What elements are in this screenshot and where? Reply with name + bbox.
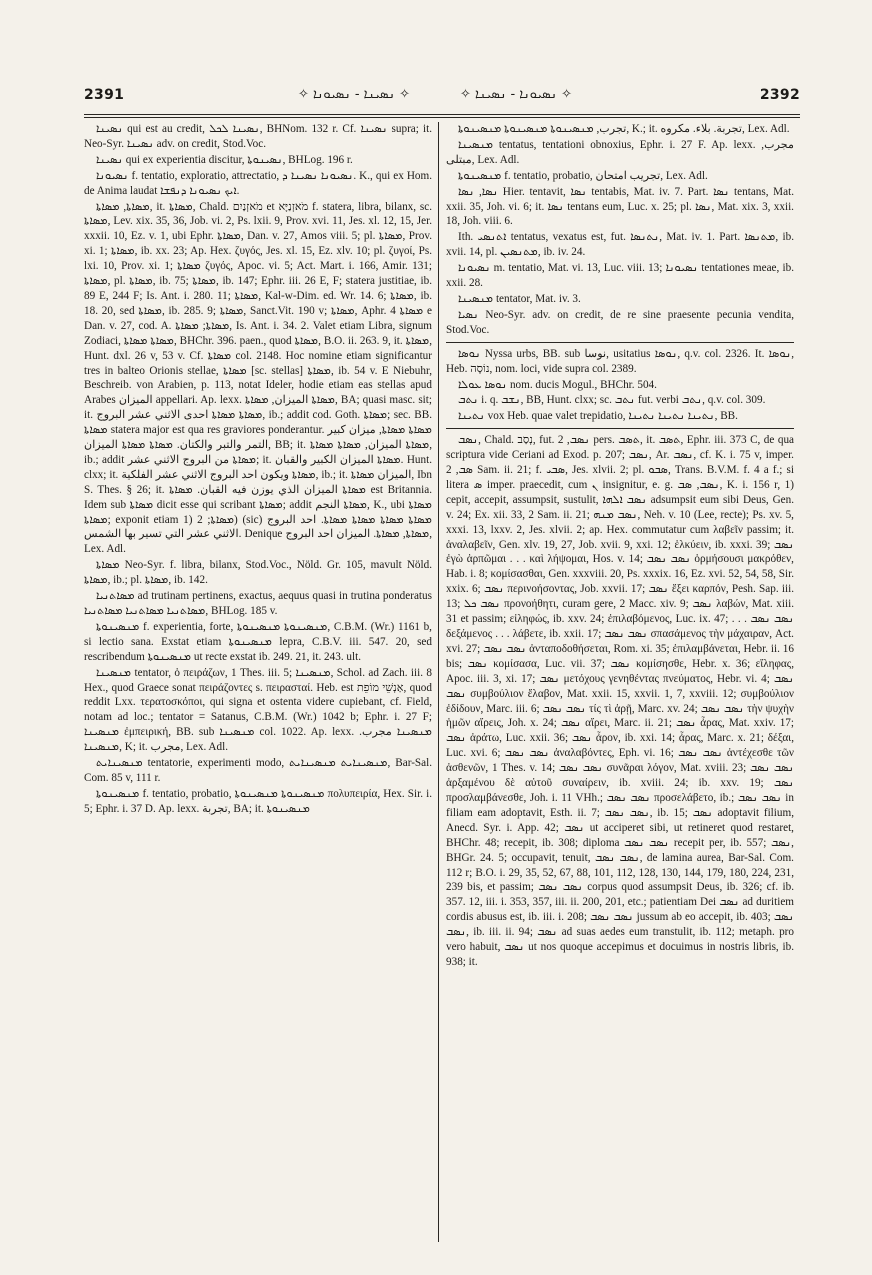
- dictionary-entry: ܡܢܣܝܢܘܬܐ f. experientia, forte, ܡܢܣܝܢܘܬܐ ܡܢܣܝܢܘܬܐ, C.B.M. (Wr.) 1161 b, si lectio sana. Exstat etiam ܡܢܣܝܢܘܬܐ lepra, C.B.V. iii. 547. 20, sed rescribendum ܡܢܣܝܢܘܬܐ ut recte exstat ib. 249. 21, it. 243. ult.: [84, 620, 432, 663]
- header-rule-top: [84, 114, 800, 115]
- dictionary-entry: ܢܣܝܘܢܐ m. tentatio, Mat. vi. 13, Luc. viii. 13; ܢܣܝܘܢܐ tentationes meae, ib. xxii. 28.: [446, 262, 794, 290]
- section-separator: [446, 342, 794, 343]
- section-separator: [446, 428, 794, 429]
- dictionary-entry: ܢܣܐ, ܢܣܐ Hier. tentavit, ܢܣܐ tentabis, Mat. iv. 7. Part. ܢܣܐ tentans, Mat. xxii. 35, Joh. vi. 6; it. ܢܣܐ tentans eum, Luc. x. 25; pl. ܢܣܐ, Mat. xix. 3, xxii. 18, Joh. viii. 6.: [446, 185, 794, 228]
- header-rule-bottom: [84, 117, 800, 118]
- dictionary-entry: ܢܘܣܐ Nyssa urbs, BB. sub نوسا, usitatius ܢܘܣܐ, q.v. col. 2326. It. ܢܘܣܐ, Heb. נוֹסָה, nom. loci, vide supra col. 2389.: [446, 347, 794, 375]
- dictionary-entry: ܢܬܝܢܐ vox Heb. quae valet trepidatio, ܢܬܝܢܐ ܢܬܝܢܐ ܢܬܝܢܐ, BB.: [458, 410, 738, 423]
- dictionary-entry: ܢܣܝܘܢܐ f. tentatio, exploratio, attrectatio, ܢܣܝܘܢܐ ܢܣܝܢܐ ܕ. K., qui ex Hom. de Anima laudat ܐܝܟ ܢܣܝܘܢܐ ܕܢܦܫܐ.: [84, 169, 432, 197]
- left-page-number: 2391: [84, 87, 125, 103]
- dictionary-entry: ܢܣܒ, Chald. נְסַב, fut. ܢܣܒ, 2 pers. ܬܣܒ, it. ܬܣܒ, Ephr. iii. 373 C, de qua scriptura vide Ceriani ad Exod. p. 207; ܢܣܒ, Ar. ܢܣܒ, cf. K. i. 75 v, imper. ܣܒ, 2 Sam. ii. 21; f. ܣܒܝ, Jes. xlvii. 2; pl. ܣܒܘ, Trans. B.V.M. f. 4 a f.; si litera ܣ imper. praecedit, cum ܢ insignitur, e. g. ܢܣܒ, ܣܒ, K. i. 156 r, 1) cepit, accepit, assumpsit, sustulit, ܢܣܒ ܐܠܗܐ adsumpsit eum sibi Deus, Gen. v. 24; Ex. xii. 33, 2 Sam. ii. 21; ܢܣܒ ܡܢܗ, Neh. v. 10 (Lee, recte); Ps. xv. 5, xxxi. 13, lxxv. 2, Jes. xlvii. 2; ap. Hex. commutatur cum λαβεῖν passim; it. ἀναλαβεῖν, Gen. xlv. 19, 27, Job. xvii. 9, xxi. 12; ἑλκύειν, ib. xxxi. 39; ܢܣܒ ἐγὼ ἁρπῶμαι . . . καὶ λήψομαι, Hos. v. 14; ܢܣܒ ܢܣܒ ὁρμήσουσι μακρόθεν, Hab. i. 8; κομίσασθαι, Gen. xxxviii. 20, Ps. xxxix. 16, Ez. xvi. 52, 54, 58, Sir. xxix. 6; ܢܣܒ περινοήσοντας, Job. xxvii. 17; ܢܣܒ ἕξει καρπόν, Pesh. Sap. iii. 13; ܢܣܒ ܟܠ προνοήθητι, curam gere, 2 Macc. xiv. 9; ܢܣܒ λαβών, Mat. xiii. 31 et passim; εἰληφώς, ib. xxv. 24; ἐπιλαβόμενος, Luc. ix. 47; . . . ܢܣܒ ܢܣܒ δεξάμενος . . . λάβετε, ib. xxii. 17; ܢܣܒ ܢܣܒ σπασάμενος τὴν μάχαιραν, Act. xvi. 27; ܢܣܒ ܢܣܒ ἀνταποδοθήσεται, Rom. xi. 35; ἐπιλαμβάνεται, Hebr. ii. 16 bis; ܢܣܒ κομίσασα, Luc. vii. 37; ܢܣܒ κομίσησθε, Hebr. x. 36; εἴληφας, Apoc. iii. 3, xi. 17; ܢܣܒ μετόχους γενηθέντας πνεύματος, Hebr. vi. 4; ܢܣܒ ܢܣܒ συμβούλιον ἔλαβον, Mat. xxii. 15, xxvii. 1, 7, xxviii. 12; συμβούλιον ἐδίδουν, Marc. iii. 6; ܢܣܒ ܢܣܒ τίς τὶ ἀρῇ, Marc. xv. 24; ܢܣܒ ܢܣܒ τὴν ψυχὴν ἡμῶν αἴρεις, Joh. x. 24; ܢܣܒ αἴρει, Marc. ii. 21; ܢܣܒ ἆρας, Mat. xxiv. 17; ܢܣܒ ἀράτω, Luc. xxii. 36; ܢܣܒ ἆρον, ib. xxi. 14; ἆρας, Marc. x. 21; δέξαι, Luc. xvi. 6; ܢܣܒ ܢܣܒ ἀναλαβόντες, Eph. vi. 16; ܢܣܒ ܢܣܒ ἀντέχεσθε τῶν ἀσθενῶν, 1 Thes. v. 14; ܢܣܒ ܢܣܒ συνᾶραι λόγον, Mat. xviii. 23; ܢܣܒ ܢܣܒ ἀρξαμένου δὲ αὐτοῦ συναίρειν, ib. xviii. 24; ib. xxv. 19; ܢܣܒ προσλαμβάνεσθε, Joh. i. 11 VHh.; ܢܣܒ ܢܣܒ προσελάβετο, ib.; ܢܣܒ ܢܣܒ in filiam eam adoptavit, Esth. ii. 7; ܢܣܒ ܢܣܒ, ib. 15; ܢܣܒ adoptavit filium, Anecd. Syr. i. App. 42; ܢܣܒ ut acciperet sibi, ut retineret quod restaret, BHChr. 48; recepit, ib. 308; diploma ܢܣܒ ܢܣܒ recepit per, ib. 557; ܢܣܒ, BHGr. 24. 5; occupavit, tenuit, ܢܣܒ ܢܣܒ, de lamina aurea, Bar-Sal. Com. 112 r; B.O. i. 29, 35, 52, 67, 88, 101, 112, 128, 130, 144, 179, 180, 224, 231, 239 bis, et passim; ܢܣܒ ܢܣܒ corpus quod assumpsit Deus, ib. 326; cf. ib. 357. 12, iii. i. 353, 357, iii. ii. 200, 201, etc.; patientiam Dei ܢܣܒ ad duritiem cordis abusus est, ib. iii. i. 208; ܢܣܒ ܢܣܒ jussum ab eo accepit, ib. 403; ܢܣܒ ܢܣܒ, ib. iii. ii. 94; ܢܣܒ ad suas aedes eum transtulit, ib. 112; metaph. pro vero habuit, ܢܣܒ ut nos quoque accepimus et docuimus in nostris libris, ib. 938; it.: [446, 434, 794, 968]
- right-page-number: 2392: [759, 87, 800, 103]
- dictionary-entry: ܢܣܝܐ Neo-Syr. adv. on credit, de re sine praesente pecunia vendita, Stod.Voc.: [446, 308, 794, 336]
- left-column: [84, 122, 432, 1242]
- dictionary-entry: ܡܣܐܬܐ Neo-Syr. f. libra, bilanx, Stod.Voc., Nöld. Gr. 105, mavult Nöld. ܡܣܐܬܐ, ib.; pl. ܡܣܐܬܐ, ib. 142.: [84, 559, 432, 587]
- dictionary-entry: ܡܢܣܝܢܐ tentator, Mat. iv. 3.: [458, 292, 581, 305]
- dictionary-entry: ܢܣܝܢܐ qui ex experientia discitur, ܢܣܝܢܘܬܐ, BHLog. 196 r.: [96, 153, 353, 166]
- right-column: [446, 122, 794, 1242]
- right-running-head: ✧ ܢܣܝܘܢܐ - ܢܣܝܢܐ ✧: [460, 87, 573, 102]
- dictionary-entry: ܢܣܝܢܐ qui est au credit, ܢܣܝܢܐ ܠܟܠ, BHNom. 132 r. Cf. ܢܣܝܢܐ supra; it. Neo-Syr. ܢܣܝܢܐ adv. on credit, Stod.Voc.: [84, 123, 432, 150]
- dictionary-entry: ܢܬܒ i. q. ܢܫܒ, BB, Hunt. clxx; sc. ܢܬܒ fut. verbi ܢܬܒ, q.v. col. 309.: [458, 394, 766, 407]
- column-divider: [438, 122, 439, 1242]
- dictionary-entry: ܡܢܣܝܢܘܬܐ f. tentatio, probatio, تجريب امتحان, Lex. Adl.: [458, 169, 708, 182]
- page-header: [84, 88, 800, 110]
- dictionary-entry: تجرب, ܡܢܣܝܢܘܬܐ ܡܢܣܝܢܘܬܐ ܡܢܣܝܢܘܬܐ, K.; it. تجربة. بلاء. مكروه, Lex. Adl.: [458, 123, 790, 135]
- dictionary-entry: ܢܘܣܐ ܥܘܠܐ nom. ducis Mogul., BHChr. 504.: [458, 378, 657, 391]
- dictionary-entry: ܡܣܐܬܐ, ܡܣܐܬܐ, it. ܡܣܐܬܐ, Chald. מֹאזְנַיִם et מֹאזְנַיָּא f. statera, libra, bilanx, sc. ܡܣܐܬܐ, Lev. xix. 35, 36, Job. vi. 2, Ps. lxii. 9, Prov. xvi. 11, Jes. xl. 12, 15, Jer. xxxii. 10, Ez. v. 1, ubi Ephr. ܡܣܐܬܐ, Dan. v. 27, Amos viii. 5; pl. ܡܣܐܬܐ, Prov. xi. 1; ܡܣܐܬܐ, ib. xx. 23; Ap. Hex. ζυγός, Jes. xl. 15, Ez. xlv. 10; pl. ζυγοί, Ps. lxi. 10, Prov. xi. 1; ܡܣܐܬܐ ζυγός, Apoc. vi. 5; Act. Mart. i. 166, Amir. 131; ܡܣܐܬܐ, pl. ܡܣܐܬܐ, ib. 75; ܡܣܐܬܐ, ib. 147; Ephr. iii. 26 E, F; statera justitiae, ib. 89 E, 244 F; Is. Ant. i. 280. 11; ܡܣܐܬܐ, Kal-w-Dim. ed. Wr. 14. 6; ܡܣܐܬܐ, ib. 18. 20, sed ܡܣܐܬܐ, ib. 285. 9; ܡܣܐܬܐ, Sanct.Vit. 190 v; ܡܣܐܬܐ, Aphr. ܡܣܐܬܐ 4 e Dan. v. 27, cod. A. ܡܣܐܬܐ; ܡܣܐܬܐ, Is. Ant. i. 34. 2. Valet etiam Libra, signum Zodiaci, ܡܣܐܬܐ ܡܣܐܬܐ, BHChr. 396. paen., quod ܡܣܐܬܐ, B.O. ii. 263. 9, it. ܡܣܐܬܐ, Hunt. dxl. 26 v, 53 v. Cf. ܡܣܐܬܐ col. 2148. Hoc nomine etiam significantur tres in balteo Orionis stellae, ܡܣܐܬܐ [sc. stellas] ܡܣܐܬܐ, ib. 54 v. E Niebuhr, Beschreib. von Arabien, p. 113, notat Ideler, hodie etiam eas stellas apud Arabes الميزان appellari. Ap. lexx. ܡܣܐܬܐ الميزان, ܡܣܐܬܐ, BA; quasi masc. sit; it. ܡܣܐܬܐ ܡܣܐܬܐ احدى الاثني عشر البروج, ib.; addit cod. Goth. ܡܣܐܬܐ; sec. BB. ܡܣܐܬܐ statera major est qua res graviores ponderantur. ܡܣܐܬܐ ܡܣܐܬܐ, ميزان كبير التمر والتبر والكتان. ܡܣܐܬܐ ܡܣܐܬܐ الميزان, BB; it. ܡܣܐܬܐ الميزان, ܡܣܐܬܐ ܡܣܐܬܐ, ib.; addit ܡܣܐܬܐ من البروج الاثني عشر; it. ܡܣܐܬܐ الميزان الكبير والقبان. Hunt. clxx; it. ܡܣܐܬܐ ويكون احد البروج الاثني عشر الفلكية, ib.; it. الميزان ܡܣܐܬܐ, Ibn S. Thes. § 26; it. ܡܣܐܬܐ الميزان الذي يوزن فيه القبان. ܡܣܐܬܐ est Britannia. Idem sub ܡܣܐܬܐ dicit esse qui scribant ܡܣܐܬܐ; addit ܡܣܐܬܐ النجم, K., ubi ܡܣܐܬܐ ܡܣܐܬܐ; exponit etiam 1) ܡܣܐܬܐ; 2) (sic) ܡܣܐܬܐ ܡܣܐܬܐ ܡܣܐܬܐ ܡܣܐܬܐ. احد البروج الاثني عشر التي تسير بها الشمس. Denique ܡܣܐܬܐ, ܡܣܐܬܐ. الميزان احد البروج, Lex. Adl.: [84, 200, 432, 556]
- dictionary-entry: ܡܣܐܬܢܝܐ ad trutinam pertinens, exactus, aequus quasi in trutina ponderatus ܡܣܐܬܢܝܐ ܡܣܐܬܢܝܐ ܡܣܐܬܢܝܐ, BHLog. 185 v.: [84, 590, 432, 617]
- dictionary-entry: ܡܢܣܝܢܐ tentatus, tentationi obnoxius, Ephr. i. 27 F. Ap. lexx. مجرب, مبتلى, Lex. Adl.: [446, 138, 794, 166]
- dictionary-entry: ܡܢܣܝܢܐ tentator, ὁ πειράζων, 1 Thes. iii. 5; ܡܢܣܝܢܐ, Schol. ad Zach. iii. 8 Hex., quod Graece sonat πειράζοντες s. πειρασταί. Heb. est אַנְשֵׁי מוֹפֵת, quod reddit Lxx. τερατοσκόποι, qui signa et ostenta videre cupiebant, cf. Field, notam ad loc.; tentator = Satanus, C.B.M. (Wr.) 1042 b; Ephr. i. 27 F; ܡܢܣܝܢܐ ἐμπειρική, BB. sub ܡܢܣܝܢܐ col. 1022. Ap. lexx. ܡܢܣܝܢܐ مجرب. ܡܢܣܝܢܐ, K; it. مجرب, Lex. Adl.: [84, 666, 432, 754]
- dictionary-entry: ܡܢܣܝܢܐܝܬ tentatorie, experimenti modo, ܡܢܣܝܢܐܝܬ ܡܢܣܝܢܐܝܬ, Bar-Sal. Com. 85 v, 111 r.: [84, 757, 432, 784]
- dictionary-entry: ܡܢܣܝܢܘܬܐ f. tentatio, probatio, ܡܢܣܝܢܘܬܐ ܡܢܣܝܢܘܬܐ πολυπειρία, Hex. Sir. i. 5; Ephr. i. 37 D. Ap. lexx. تجربة, BA; it. ܡܢܣܝܢܘܬܐ: [84, 787, 432, 815]
- dictionary-entry: Ith. ܐܬܢܣܝ tentatus, vexatus est, fut. ܢܬܢܣܐ, Mat. iv. 1. Part. ܡܬܢܣܐ, ib. xvii. 14, pl. ܡܬܢܣܝܢ, ib. iv. 24.: [446, 231, 794, 259]
- left-running-head: ✧ ܢܣܝܢܐ - ܢܣܝܘܢܐ ✧: [297, 87, 410, 102]
